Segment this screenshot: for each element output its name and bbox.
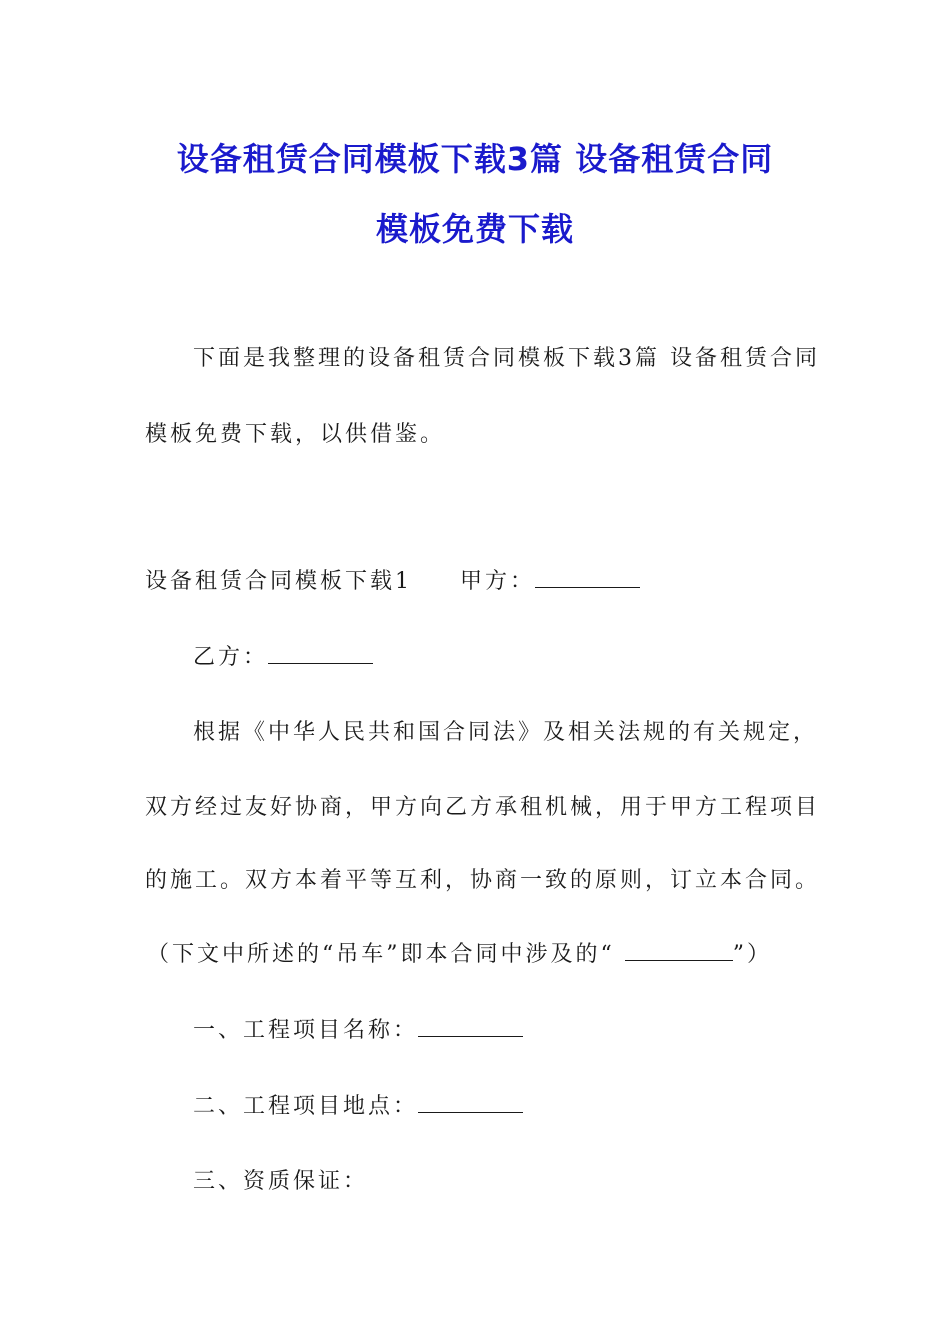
document-title-line-2: 模板免费下载 xyxy=(375,210,574,248)
project-name-blank xyxy=(418,1016,523,1037)
crane-name-blank xyxy=(625,940,733,961)
note-row xyxy=(147,940,772,970)
intro-paragraph-line-2: 模板免费下载，以供借鉴。 xyxy=(145,422,446,447)
project-location-blank xyxy=(418,1092,523,1113)
note-suffix: ”） xyxy=(732,942,772,967)
body-paragraph-line-3: 的施工。双方本着平等互利，协商一致的原则，订立本合同。 xyxy=(145,868,821,893)
intro-paragraph-line-1: 下面是我整理的设备租赁合同模板下载3篇 设备租赁合同 xyxy=(193,346,820,371)
item-2-row xyxy=(193,1092,523,1122)
contract-section-heading: 设备租赁合同模板下载1 xyxy=(145,569,412,594)
document-title-line-1: 设备租赁合同模板下载3篇 设备租赁合同 xyxy=(176,140,774,178)
note-prefix: （下文中所述的“吊车”即本合同中涉及的“ xyxy=(147,942,625,967)
party-b-label: 乙方： xyxy=(193,645,269,670)
party-a-blank xyxy=(535,567,640,588)
party-b-blank xyxy=(268,643,373,664)
body-paragraph-line-2: 双方经过友好协商，甲方向乙方承租机械，用于甲方工程项目 xyxy=(145,795,821,820)
item-3-row: 三、资质保证： xyxy=(193,1169,369,1194)
item-1-row xyxy=(193,1016,523,1046)
item-1-label: 一、工程项目名称： xyxy=(193,1018,419,1043)
party-a-label: 甲方： xyxy=(460,569,536,594)
party-b-row xyxy=(193,643,373,673)
body-paragraph-line-1: 根据《中华人民共和国合同法》及相关法规的有关规定， xyxy=(193,720,819,745)
item-2-label: 二、工程项目地点： xyxy=(193,1094,419,1119)
contract-heading-row xyxy=(145,567,640,597)
